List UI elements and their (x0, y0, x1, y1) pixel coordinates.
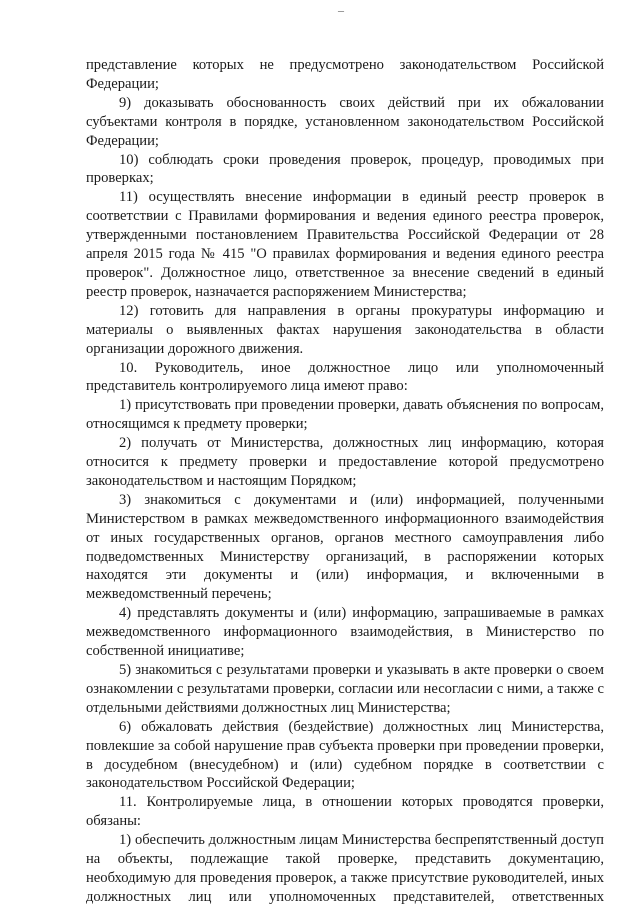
paragraph: 6) обжаловать действия (бездействие) должностных лиц Министерства, повлекшие за собой нарушение прав субъекта проверки при проведении проверки, в досудебном (внесудебном) и (или) судебном порядке в соответствии с законодательством Российской Федерации; (86, 718, 604, 792)
paragraph: 3) знакомиться с документами и (или) информацией, полученными Министерством в рамках межведомственного информационного взаимодействия от иных государственных органов, органов местного самоуправления либо подведомственных Министерству организаций, в распоряжении которых находятся эти документы и (или) информация, и включенными в межведомственный перечень; (86, 491, 604, 603)
paragraph: 4) представлять документы и (или) информацию, запрашиваемые в рамках межведомственного информационного взаимодействия, в Министерство по собственной инициативе; (86, 605, 604, 660)
paragraph: 12) готовить для направления в органы прокуратуры информацию и материалы о выявленных фактах нарушения законодательства в области организации дорожного движения. (86, 302, 604, 357)
page-top-mark: – (338, 3, 344, 17)
paragraph: представление которых не предусмотрено законодательством Российской Федерации; (86, 57, 604, 92)
paragraph: 11. Контролируемые лица, в отношении которых проводятся проверки, обязаны: (86, 794, 604, 830)
paragraph: 1) присутствовать при проведении проверки, давать объяснения по вопросам, относящимся к предмету проверки; (86, 397, 604, 433)
paragraph: 5) знакомиться с результатами проверки и указывать в акте проверки о своем ознакомлении с результатами проверки, согласии или несогласии с ними, а также с отдельными действиями должностных лиц Министерства; (86, 662, 604, 716)
paragraph: 1) обеспечить должностным лицам Министерства беспрепятственный доступ на объекты, подлежащие такой проверке, представить документацию, необходимую для проведения проверок, а также присутствие руководителей, иных должностных лиц или уполномоченных представителей, ответственных (86, 832, 604, 905)
paragraph: 9) доказывать обоснованность своих действий при их обжаловании субъектами контроля в порядке, установленном законодательством Российской Федерации; (86, 94, 604, 149)
paragraph: 11) осуществлять внесение информации в единый реестр проверок в соответствии с Правилами формирования и ведения единого реестра проверок, утвержденными постановлением Правительства Российской Федерации от 28 апреля 2015 года № 415 "О правилах формирования и ведения единого реестра проверок". Должностное лицо, ответственное за внесение сведений в единый реестр проверок, назначается распоряжением Министерства; (86, 189, 604, 300)
paragraph: 10) соблюдать сроки проведения проверок, процедур, проводимых при проверках; (86, 151, 604, 187)
paragraph: 2) получать от Министерства, должностных лиц информацию, которая относится к предмету проверки и предоставление которой предусмотрено законодательством и настоящим Порядком; (86, 435, 604, 489)
paragraph: 10. Руководитель, иное должностное лицо или уполномоченный представитель контролируемого лица имеют право: (86, 359, 604, 395)
document-body (86, 56, 604, 907)
